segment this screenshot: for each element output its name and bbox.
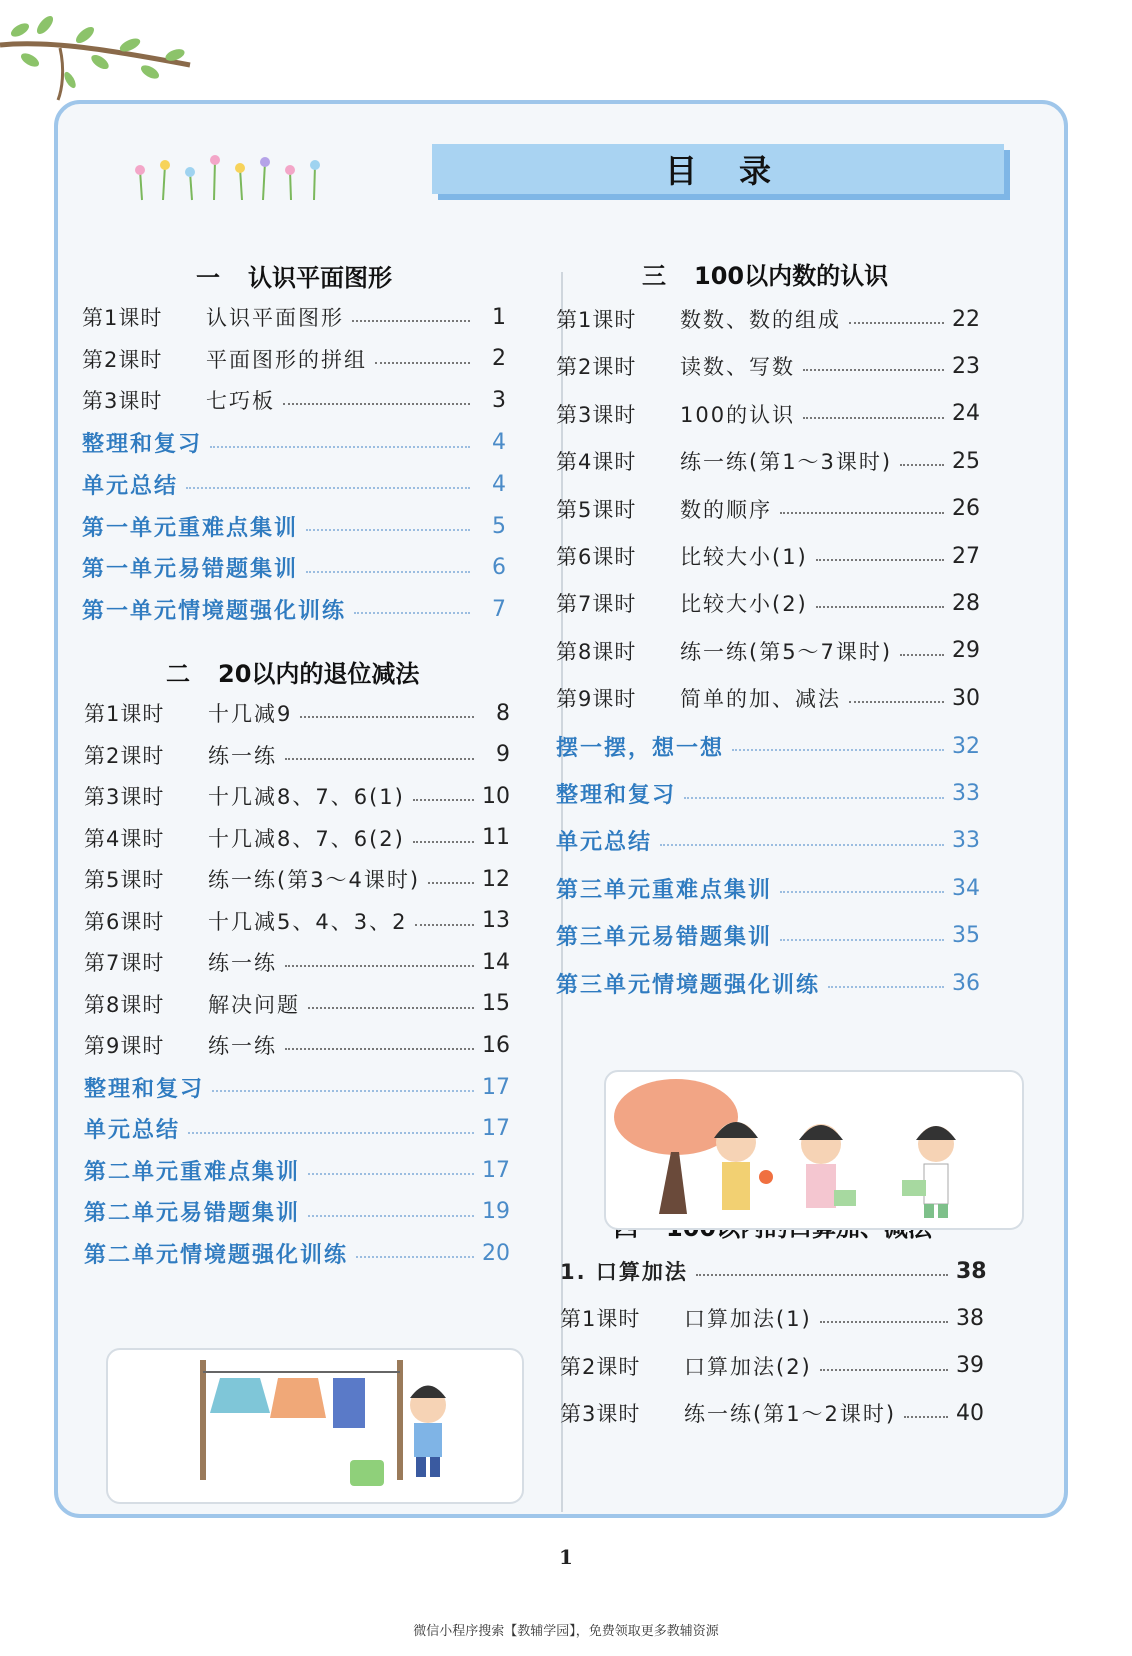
entry-title: 练一练 bbox=[208, 951, 277, 975]
section-title: 认识平面图形 bbox=[248, 264, 392, 292]
page-ref: 29 bbox=[952, 638, 980, 664]
toc-entry[interactable] bbox=[82, 594, 506, 625]
page-ref: 17 bbox=[482, 1116, 510, 1141]
page-ref: 35 bbox=[952, 923, 980, 949]
lesson-label: 第8课时 bbox=[556, 639, 637, 664]
dot-leader bbox=[803, 417, 944, 419]
toc-entry[interactable] bbox=[82, 344, 506, 374]
toc-entry[interactable] bbox=[84, 823, 510, 853]
lesson-label: 第3课时 bbox=[84, 785, 165, 809]
entry-title: 整理和复习 bbox=[556, 783, 677, 808]
entry-title: 练一练 bbox=[208, 743, 277, 768]
dot-leader bbox=[283, 403, 470, 405]
dot-leader bbox=[803, 369, 944, 371]
toc-entry[interactable] bbox=[556, 778, 980, 809]
dot-leader bbox=[904, 1416, 948, 1418]
dot-leader bbox=[413, 841, 474, 843]
entry-title: 平面图形的拼组 bbox=[206, 347, 367, 372]
lesson-label: 第1课时 bbox=[560, 1307, 641, 1332]
dot-leader bbox=[306, 571, 470, 573]
lesson-label: 第5课时 bbox=[556, 497, 637, 522]
toc-entry[interactable] bbox=[84, 864, 510, 894]
dot-leader bbox=[415, 924, 474, 926]
page-ref: 30 bbox=[952, 685, 980, 711]
section-number: 二 bbox=[166, 660, 190, 688]
dot-leader bbox=[684, 797, 944, 799]
branch-decoration bbox=[0, 0, 200, 110]
page-ref: 23 bbox=[952, 353, 980, 379]
lesson-label: 第1课时 bbox=[82, 306, 163, 330]
dot-leader bbox=[828, 986, 944, 988]
toc-entry[interactable] bbox=[84, 1238, 510, 1269]
entry-title: 比较大小(2) bbox=[680, 592, 808, 617]
page-ref: 22 bbox=[952, 306, 980, 332]
toc-entry[interactable] bbox=[556, 494, 980, 524]
toc-entry[interactable] bbox=[84, 989, 510, 1019]
entry-title: 认识平面图形 bbox=[206, 306, 344, 330]
flowers-decoration bbox=[130, 150, 330, 205]
dot-leader bbox=[285, 965, 474, 967]
entry-title: 练一练(第1～2课时) bbox=[684, 1402, 897, 1427]
page-ref: 39 bbox=[956, 1353, 984, 1379]
lesson-label: 第3课时 bbox=[82, 389, 163, 414]
page-ref: 13 bbox=[482, 908, 510, 933]
entry-title: 数数、数的组成 bbox=[680, 308, 841, 332]
dot-leader bbox=[356, 1256, 474, 1258]
section-heading bbox=[166, 654, 419, 689]
toc-entry[interactable] bbox=[82, 552, 506, 583]
page-ref: 15 bbox=[482, 991, 510, 1016]
toc-entry[interactable] bbox=[84, 1113, 510, 1144]
dot-leader bbox=[660, 844, 944, 846]
lesson-label: 第2课时 bbox=[84, 743, 165, 768]
lesson-label: 第8课时 bbox=[84, 992, 165, 1017]
toc-entry[interactable] bbox=[82, 469, 506, 500]
page-ref: 34 bbox=[952, 875, 980, 901]
page-ref: 20 bbox=[482, 1240, 510, 1266]
page-ref: 33 bbox=[952, 828, 980, 854]
toc-entry[interactable] bbox=[84, 740, 510, 770]
footer-note: 微信小程序搜索【教辅学园】，免费领取更多教辅资源 bbox=[413, 1624, 719, 1639]
toc-entry[interactable] bbox=[556, 825, 980, 856]
toc-entry[interactable] bbox=[84, 1072, 510, 1103]
dot-leader bbox=[696, 1274, 948, 1276]
toc-entry[interactable] bbox=[556, 351, 980, 381]
lesson-label: 第4课时 bbox=[556, 450, 637, 475]
lesson-label: 第9课时 bbox=[556, 687, 637, 712]
toc-entry[interactable] bbox=[556, 636, 980, 666]
toc-entry[interactable] bbox=[556, 446, 980, 476]
toc-entry[interactable] bbox=[82, 427, 506, 458]
toc-entry[interactable] bbox=[84, 1155, 510, 1186]
toc-entry[interactable] bbox=[84, 947, 510, 977]
lesson-label: 第7课时 bbox=[84, 951, 165, 975]
dot-leader bbox=[849, 701, 944, 703]
dot-leader bbox=[413, 799, 474, 801]
section-number: 三 bbox=[642, 262, 666, 290]
toc-entry[interactable] bbox=[560, 1398, 984, 1428]
page-title: 目录 bbox=[664, 152, 813, 190]
page-ref: 5 bbox=[492, 513, 506, 539]
page-ref: 2 bbox=[492, 346, 506, 372]
dot-leader bbox=[186, 487, 470, 489]
entry-title: 单元总结 bbox=[82, 473, 179, 499]
page-ref: 38 bbox=[956, 1305, 984, 1331]
page-ref: 25 bbox=[952, 448, 980, 474]
entry-title: 简单的加、减法 bbox=[680, 687, 841, 712]
entry-title: 读数、写数 bbox=[680, 355, 795, 380]
page-ref: 7 bbox=[492, 596, 506, 622]
entry-title: 数的顺序 bbox=[680, 497, 772, 522]
entry-title: 第三单元重难点集训 bbox=[556, 877, 773, 903]
page-ref: 16 bbox=[482, 1032, 510, 1058]
dot-leader bbox=[780, 939, 944, 941]
lesson-label: 第2课时 bbox=[82, 347, 163, 372]
page-ref: 12 bbox=[482, 866, 510, 892]
entry-title: 第三单元情境题强化训练 bbox=[556, 972, 821, 998]
entry-title: 整理和复习 bbox=[84, 1076, 205, 1102]
dot-leader bbox=[306, 529, 470, 531]
entry-title: 第二单元重难点集训 bbox=[84, 1159, 301, 1185]
page-ref: 10 bbox=[482, 783, 510, 809]
page-ref: 1 bbox=[492, 304, 506, 330]
dot-leader bbox=[780, 512, 944, 514]
dot-leader bbox=[188, 1132, 474, 1134]
page-ref: 26 bbox=[952, 496, 980, 522]
dot-leader bbox=[849, 322, 944, 324]
dot-leader bbox=[285, 1048, 474, 1050]
section-number: 一 bbox=[196, 264, 220, 292]
entry-title: 七巧板 bbox=[206, 389, 275, 414]
lesson-label: 第3课时 bbox=[560, 1402, 641, 1427]
page-ref: 27 bbox=[952, 543, 980, 569]
children-tree-illustration bbox=[604, 1070, 1024, 1230]
toc-entry[interactable] bbox=[82, 302, 506, 332]
toc-entry[interactable] bbox=[82, 385, 506, 415]
page-ref: 11 bbox=[482, 825, 510, 850]
dot-leader bbox=[780, 891, 944, 893]
lesson-label: 第6课时 bbox=[556, 545, 637, 569]
lesson-label: 第2课时 bbox=[556, 355, 637, 380]
entry-title: 十几减9 bbox=[208, 702, 293, 726]
section-heading bbox=[196, 258, 392, 293]
entry-title: 单元总结 bbox=[84, 1118, 181, 1143]
toc-entry[interactable] bbox=[560, 1256, 987, 1286]
entry-title: 练一练(第3～4课时) bbox=[208, 868, 421, 892]
lesson-label: 第9课时 bbox=[84, 1034, 165, 1058]
entry-title: 比较大小(1) bbox=[680, 545, 808, 569]
entry-title: 第一单元易错题集训 bbox=[82, 557, 299, 583]
toc-entry[interactable] bbox=[84, 1196, 510, 1227]
entry-title: 第三单元易错题集训 bbox=[556, 925, 773, 951]
lesson-label: 第3课时 bbox=[556, 402, 637, 427]
entry-title: 摆一摆，想一想 bbox=[556, 735, 725, 761]
page-number: 1 bbox=[559, 1545, 573, 1569]
dot-leader bbox=[816, 559, 944, 561]
page-ref: 9 bbox=[496, 742, 510, 767]
page-ref: 4 bbox=[492, 471, 506, 497]
page-ref: 17 bbox=[482, 1074, 510, 1100]
dot-leader bbox=[732, 749, 944, 751]
toc-entry[interactable] bbox=[82, 511, 506, 542]
entry-title: 十几减8、7、6(2) bbox=[208, 826, 405, 851]
section-title: 100以内数的认识 bbox=[694, 262, 889, 290]
dot-leader bbox=[900, 464, 944, 466]
entry-title: 第二单元易错题集训 bbox=[84, 1201, 301, 1226]
toc-entry[interactable] bbox=[84, 781, 510, 811]
lesson-label: 第5课时 bbox=[84, 868, 165, 892]
title-bar bbox=[432, 144, 1004, 194]
entry-title: 练一练(第1～3课时) bbox=[680, 450, 893, 475]
dot-leader bbox=[308, 1215, 474, 1217]
entry-title: 第二单元情境题强化训练 bbox=[84, 1242, 349, 1268]
entry-title: 解决问题 bbox=[208, 992, 300, 1017]
dot-leader bbox=[210, 446, 470, 448]
page-ref: 6 bbox=[492, 555, 506, 581]
page-ref: 28 bbox=[952, 590, 980, 616]
page-ref: 38 bbox=[956, 1258, 987, 1284]
entry-title: 第一单元重难点集训 bbox=[82, 515, 299, 541]
lesson-label: 第4课时 bbox=[84, 826, 165, 851]
toc-entry[interactable] bbox=[560, 1351, 984, 1381]
page-ref: 19 bbox=[482, 1199, 510, 1224]
lesson-label: 第7课时 bbox=[556, 592, 637, 617]
page-ref: 4 bbox=[492, 430, 506, 456]
page-ref: 24 bbox=[952, 401, 980, 427]
dot-leader bbox=[816, 606, 944, 608]
toc-entry[interactable] bbox=[556, 304, 980, 334]
dot-leader bbox=[900, 654, 944, 656]
entry-title: 1. 口算加法 bbox=[560, 1260, 688, 1284]
page-ref: 36 bbox=[952, 970, 980, 996]
toc-entry[interactable] bbox=[556, 873, 980, 904]
page-ref: 14 bbox=[482, 949, 510, 975]
page-ref: 3 bbox=[492, 387, 506, 413]
lesson-label: 第6课时 bbox=[84, 909, 165, 934]
lesson-label: 第1课时 bbox=[556, 308, 637, 332]
page-ref: 8 bbox=[496, 700, 510, 726]
dot-leader bbox=[428, 882, 474, 884]
entry-title: 练一练 bbox=[208, 1034, 277, 1058]
toc-entry[interactable] bbox=[556, 399, 980, 429]
toc-entry[interactable] bbox=[556, 683, 980, 713]
dot-leader bbox=[212, 1090, 474, 1092]
entry-title: 第一单元情境题强化训练 bbox=[82, 598, 347, 624]
entry-title: 十几减8、7、6(1) bbox=[208, 785, 405, 809]
toc-entry[interactable] bbox=[84, 698, 510, 728]
toc-entry[interactable] bbox=[556, 920, 980, 951]
dot-leader bbox=[354, 612, 470, 614]
section-heading bbox=[642, 256, 888, 291]
entry-title: 100的认识 bbox=[680, 402, 796, 427]
entry-title: 口算加法(1) bbox=[684, 1307, 812, 1332]
dot-leader bbox=[285, 758, 474, 760]
lesson-label: 第1课时 bbox=[84, 702, 165, 726]
lesson-label: 第2课时 bbox=[560, 1354, 641, 1379]
entry-title: 整理和复习 bbox=[82, 432, 203, 458]
page-ref: 17 bbox=[482, 1157, 510, 1183]
toc-entry[interactable] bbox=[84, 1030, 510, 1060]
toc-entry[interactable] bbox=[84, 906, 510, 936]
toc-entry[interactable] bbox=[556, 541, 980, 571]
dot-leader bbox=[352, 320, 470, 322]
section-title: 20以内的退位减法 bbox=[218, 660, 420, 688]
entry-title: 十几减5、4、3、2 bbox=[208, 909, 408, 934]
dot-leader bbox=[308, 1173, 474, 1175]
dot-leader bbox=[375, 362, 470, 364]
page-ref: 33 bbox=[952, 781, 980, 806]
entry-title: 单元总结 bbox=[556, 830, 653, 856]
page-ref: 40 bbox=[956, 1400, 984, 1426]
dot-leader bbox=[308, 1007, 474, 1009]
dot-leader bbox=[820, 1369, 948, 1371]
clothesline-illustration bbox=[106, 1348, 524, 1504]
page-ref: 32 bbox=[952, 733, 980, 759]
dot-leader bbox=[820, 1321, 948, 1323]
toc-entry[interactable] bbox=[556, 968, 980, 999]
entry-title: 口算加法(2) bbox=[684, 1354, 812, 1379]
toc-entry[interactable] bbox=[560, 1303, 984, 1333]
dot-leader bbox=[300, 716, 474, 718]
entry-title: 练一练(第5～7课时) bbox=[680, 639, 893, 664]
toc-entry[interactable] bbox=[556, 588, 980, 618]
toc-entry[interactable] bbox=[556, 731, 980, 762]
